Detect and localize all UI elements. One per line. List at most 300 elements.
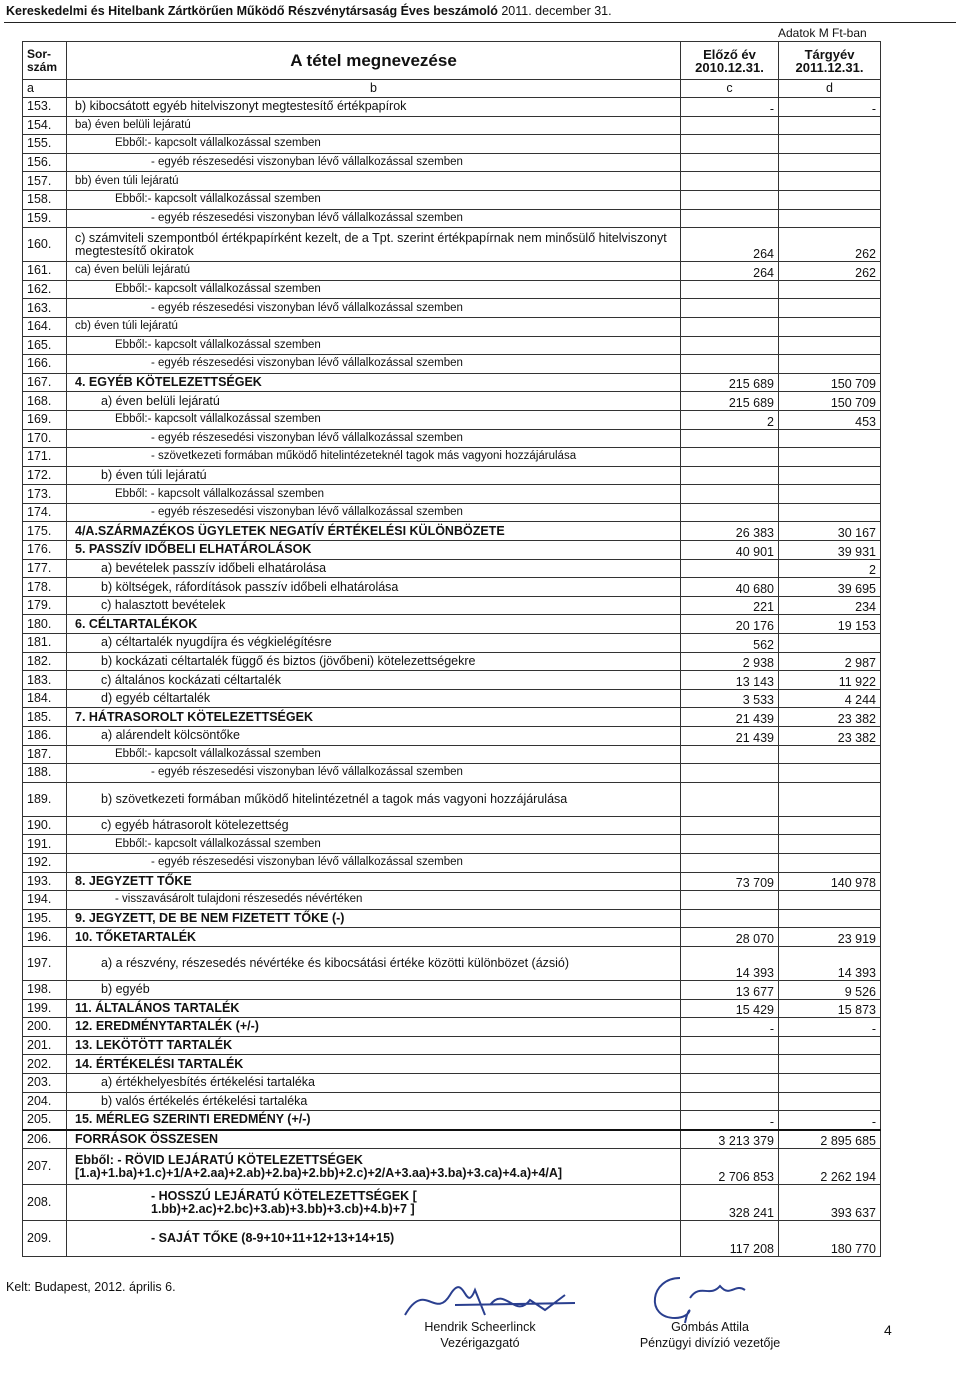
table-row	[23, 652, 881, 671]
row-number: 169.	[23, 410, 67, 429]
row-number: 183.	[23, 671, 67, 690]
row-current-year-value	[779, 1073, 881, 1092]
table-row	[23, 596, 881, 615]
row-current-year-value: -	[779, 1111, 881, 1130]
row-current-year-value	[779, 190, 881, 209]
col-header-prev: Előző év 2010.12.31.	[681, 42, 779, 80]
row-prev-year-value: 264	[681, 262, 779, 281]
table-row	[23, 429, 881, 448]
row-current-year-value: 9 526	[779, 980, 881, 999]
row-prev-year-value	[681, 1055, 779, 1074]
row-number: 179.	[23, 596, 67, 615]
row-label: 7. HÁTRASOROLT KÖTELEZETTSÉGEK	[67, 708, 681, 727]
row-current-year-value: 2 987	[779, 652, 881, 671]
row-prev-year-value	[681, 116, 779, 135]
table-body	[23, 98, 881, 1257]
row-number: 171.	[23, 448, 67, 467]
row-current-year-value: 262	[779, 262, 881, 281]
row-prev-year-value	[681, 835, 779, 854]
row-current-year-value: -	[779, 1018, 881, 1037]
table-row	[23, 1221, 881, 1257]
row-label: - egyéb részesedési viszonyban lévő vállalkozással szemben	[67, 429, 681, 448]
row-current-year-value: 23 382	[779, 727, 881, 746]
table-row	[23, 1111, 881, 1130]
row-number: 173.	[23, 485, 67, 504]
row-label: Ebből: - kapcsolt vállalkozással szemben	[67, 485, 681, 504]
row-label: Ebből:- kapcsolt vállalkozással szemben	[67, 745, 681, 764]
row-current-year-value	[779, 816, 881, 835]
row-number: 163.	[23, 299, 67, 318]
row-prev-year-value	[681, 816, 779, 835]
row-number: 188.	[23, 764, 67, 783]
row-label: - egyéb részesedési viszonyban lévő vállalkozással szemben	[67, 503, 681, 522]
col-header-num: Sor-szám	[23, 42, 67, 80]
row-prev-year-value: 13 143	[681, 671, 779, 690]
row-label: 4/A.SZÁRMAZÉKOS ÜGYLETEK NEGATÍV ÉRTÉKELÉSI KÜLÖNBÖZETE	[67, 522, 681, 541]
row-label: Ebből:- kapcsolt vállalkozással szemben	[67, 410, 681, 429]
col-header-curr: Tárgyév 2011.12.31.	[779, 42, 881, 80]
row-current-year-value	[779, 355, 881, 374]
row-number: 202.	[23, 1055, 67, 1074]
table-row	[23, 689, 881, 708]
row-label: b) kibocsátott egyéb hitelviszonyt megtestesítő értékpapírok	[67, 98, 681, 117]
row-prev-year-value	[681, 153, 779, 172]
row-prev-year-value	[681, 909, 779, 928]
table-row	[23, 1130, 881, 1149]
row-current-year-value: 234	[779, 596, 881, 615]
row-number: 155.	[23, 135, 67, 154]
row-current-year-value: 39 931	[779, 541, 881, 560]
row-number: 158.	[23, 190, 67, 209]
row-label: b) szövetkezeti formában működő hitelintézetnél a tagok más vagyoni hozzájárulása	[67, 782, 681, 816]
row-prev-year-value	[681, 280, 779, 299]
row-current-year-value	[779, 485, 881, 504]
row-prev-year-value: 20 176	[681, 615, 779, 634]
table-row	[23, 1073, 881, 1092]
row-number: 196.	[23, 928, 67, 947]
row-current-year-value	[779, 116, 881, 135]
row-label: d) egyéb céltartalék	[67, 689, 681, 708]
row-number: 172.	[23, 466, 67, 485]
row-current-year-value: 39 695	[779, 578, 881, 597]
row-prev-year-value	[681, 1092, 779, 1111]
table-row	[23, 190, 881, 209]
row-label: Ebből:- kapcsolt vállalkozással szemben	[67, 336, 681, 355]
row-current-year-value: 2 895 685	[779, 1130, 881, 1149]
row-label: c) számviteli szempontból értékpapírként kezelt, de a Tpt. szerint értékpapírnak nem minősülő hitelviszonyt megtestesítő okiratok	[67, 228, 681, 262]
row-current-year-value: -	[779, 98, 881, 117]
row-label: bb) éven túli lejáratú	[67, 172, 681, 191]
table-row	[23, 999, 881, 1018]
row-label: FORRÁSOK ÖSSZESEN	[67, 1130, 681, 1149]
row-current-year-value: 180 770	[779, 1221, 881, 1257]
subheader-c: c	[681, 80, 779, 98]
row-prev-year-value	[681, 1073, 779, 1092]
table-row	[23, 946, 881, 980]
row-label: a) alárendelt kölcsöntőke	[67, 727, 681, 746]
row-number: 205.	[23, 1111, 67, 1130]
signer-2-title: Pénzügyi divízió vezetője	[639, 1336, 781, 1350]
row-prev-year-value: -	[681, 98, 779, 117]
row-number: 181.	[23, 634, 67, 653]
table-row	[23, 559, 881, 578]
row-prev-year-value: 40 680	[681, 578, 779, 597]
row-label: 8. JEGYZETT TŐKE	[67, 872, 681, 891]
row-label: Ebből:- kapcsolt vállalkozással szemben	[67, 190, 681, 209]
row-current-year-value	[779, 891, 881, 910]
row-current-year-value	[779, 745, 881, 764]
row-prev-year-value: 73 709	[681, 872, 779, 891]
row-number: 187.	[23, 745, 67, 764]
row-prev-year-value	[681, 448, 779, 467]
row-label: a) céltartalék nyugdíjra és végkielégítésre	[67, 634, 681, 653]
row-prev-year-value	[681, 135, 779, 154]
table-row	[23, 727, 881, 746]
row-current-year-value	[779, 448, 881, 467]
row-label: 6. CÉLTARTALÉKOK	[67, 615, 681, 634]
table-row	[23, 172, 881, 191]
row-number: 159.	[23, 209, 67, 228]
row-label: ca) éven belüli lejáratú	[67, 262, 681, 281]
row-number: 192.	[23, 853, 67, 872]
row-label: - egyéb részesedési viszonyban lévő vállalkozással szemben	[67, 764, 681, 783]
row-current-year-value	[779, 317, 881, 336]
row-number: 178.	[23, 578, 67, 597]
signature-1-image	[395, 1275, 585, 1325]
table-row	[23, 153, 881, 172]
row-current-year-value: 150 709	[779, 373, 881, 392]
row-label: 13. LEKÖTÖTT TARTALÉK	[67, 1036, 681, 1055]
row-label: 4. EGYÉB KÖTELEZETTSÉGEK	[67, 373, 681, 392]
row-label: b) éven túli lejáratú	[67, 466, 681, 485]
table-row	[23, 373, 881, 392]
table-row	[23, 410, 881, 429]
row-current-year-value: 4 244	[779, 689, 881, 708]
row-prev-year-value: 215 689	[681, 392, 779, 411]
row-number: 190.	[23, 816, 67, 835]
row-prev-year-value: 40 901	[681, 541, 779, 560]
row-number: 162.	[23, 280, 67, 299]
row-prev-year-value: 3 533	[681, 689, 779, 708]
row-prev-year-value: 2 706 853	[681, 1149, 779, 1185]
row-current-year-value	[779, 782, 881, 816]
row-number: 182.	[23, 652, 67, 671]
table-row	[23, 503, 881, 522]
table-row	[23, 466, 881, 485]
table-row	[23, 928, 881, 947]
row-current-year-value	[779, 429, 881, 448]
row-label: b) költségek, ráfordítások passzív időbeli elhatárolása	[67, 578, 681, 597]
table-row	[23, 262, 881, 281]
table-row	[23, 1149, 881, 1185]
table-row	[23, 336, 881, 355]
signer-2-name: Gombás Attila	[671, 1320, 749, 1334]
row-label: Ebből:- kapcsolt vállalkozással szemben	[67, 280, 681, 299]
row-number: 176.	[23, 541, 67, 560]
row-number: 207.	[23, 1149, 67, 1185]
row-prev-year-value	[681, 764, 779, 783]
row-label: - egyéb részesedési viszonyban lévő vállalkozással szemben	[67, 853, 681, 872]
row-label: b) valós értékelés értékelési tartaléka	[67, 1092, 681, 1111]
table-row	[23, 448, 881, 467]
row-number: 157.	[23, 172, 67, 191]
row-label: Ebből: - RÖVID LEJÁRATÚ KÖTELEZETTSÉGEK [1.a)+1.ba)+1.c)+1/A+2.aa)+2.ab)+2.ba)+2.bb)+2.c)+2/A+3.aa)+3.ba)+3.ca)+4.a)+4/A]	[67, 1149, 681, 1185]
table-row	[23, 872, 881, 891]
row-current-year-value: 30 167	[779, 522, 881, 541]
row-label: b) kockázati céltartalék függő és biztos (jövőbeni) kötelezettségekre	[67, 652, 681, 671]
row-label: - egyéb részesedési viszonyban lévő vállalkozással szemben	[67, 299, 681, 318]
row-current-year-value	[779, 1092, 881, 1111]
signature-2-image	[640, 1268, 760, 1328]
row-number: 199.	[23, 999, 67, 1018]
row-number: 195.	[23, 909, 67, 928]
row-label: - egyéb részesedési viszonyban lévő vállalkozással szemben	[67, 355, 681, 374]
row-current-year-value	[779, 280, 881, 299]
row-number: 204.	[23, 1092, 67, 1111]
row-number: 206.	[23, 1130, 67, 1149]
row-current-year-value: 11 922	[779, 671, 881, 690]
row-current-year-value: 14 393	[779, 946, 881, 980]
row-current-year-value	[779, 835, 881, 854]
row-label: - egyéb részesedési viszonyban lévő vállalkozással szemben	[67, 153, 681, 172]
row-prev-year-value	[681, 782, 779, 816]
row-prev-year-value	[681, 299, 779, 318]
row-prev-year-value: 13 677	[681, 980, 779, 999]
row-label: c) halasztott bevételek	[67, 596, 681, 615]
row-current-year-value	[779, 764, 881, 783]
row-number: 174.	[23, 503, 67, 522]
row-current-year-value: 19 153	[779, 615, 881, 634]
row-number: 198.	[23, 980, 67, 999]
row-prev-year-value: 215 689	[681, 373, 779, 392]
row-prev-year-value: -	[681, 1018, 779, 1037]
row-prev-year-value	[681, 429, 779, 448]
row-number: 168.	[23, 392, 67, 411]
row-number: 193.	[23, 872, 67, 891]
table-row	[23, 980, 881, 999]
table-row	[23, 578, 881, 597]
unit-label: Adatok M Ft-ban	[778, 26, 867, 40]
row-number: 165.	[23, 336, 67, 355]
row-prev-year-value	[681, 317, 779, 336]
row-label: 14. ÉRTÉKELÉSI TARTALÉK	[67, 1055, 681, 1074]
table-row	[23, 1036, 881, 1055]
row-current-year-value	[779, 466, 881, 485]
row-current-year-value	[779, 299, 881, 318]
row-number: 189.	[23, 782, 67, 816]
row-number: 180.	[23, 615, 67, 634]
row-current-year-value	[779, 172, 881, 191]
row-label: - egyéb részesedési viszonyban lévő vállalkozással szemben	[67, 209, 681, 228]
row-current-year-value	[779, 135, 881, 154]
row-current-year-value	[779, 503, 881, 522]
table-row	[23, 98, 881, 117]
row-number: 167.	[23, 373, 67, 392]
row-number: 203.	[23, 1073, 67, 1092]
table-row	[23, 782, 881, 816]
header-divider	[4, 22, 956, 23]
row-current-year-value	[779, 1055, 881, 1074]
signer-1-title: Vezérigazgató	[440, 1336, 520, 1350]
row-prev-year-value: 117 208	[681, 1221, 779, 1257]
row-prev-year-value	[681, 503, 779, 522]
row-prev-year-value: 14 393	[681, 946, 779, 980]
row-label: cb) éven túli lejáratú	[67, 317, 681, 336]
table-row	[23, 522, 881, 541]
row-prev-year-value	[681, 745, 779, 764]
row-number: 164.	[23, 317, 67, 336]
row-current-year-value: 393 637	[779, 1185, 881, 1221]
table-row	[23, 317, 881, 336]
subheader-b: b	[67, 80, 681, 98]
row-prev-year-value: 2	[681, 410, 779, 429]
row-prev-year-value: 221	[681, 596, 779, 615]
row-number: 161.	[23, 262, 67, 281]
report-title	[6, 4, 612, 18]
row-label: 15. MÉRLEG SZERINTI EREDMÉNY (+/-)	[67, 1111, 681, 1130]
table-subheader-row	[23, 80, 881, 98]
row-prev-year-value	[681, 853, 779, 872]
row-label: a) bevételek passzív időbeli elhatárolása	[67, 559, 681, 578]
row-label: b) egyéb	[67, 980, 681, 999]
row-current-year-value	[779, 209, 881, 228]
table-row	[23, 909, 881, 928]
balance-sheet-table	[22, 41, 881, 1257]
row-label: 12. EREDMÉNYTARTALÉK (+/-)	[67, 1018, 681, 1037]
row-current-year-value	[779, 1036, 881, 1055]
row-current-year-value	[779, 909, 881, 928]
page-number: 4	[884, 1322, 892, 1338]
row-number: 209.	[23, 1221, 67, 1257]
row-current-year-value: 23 919	[779, 928, 881, 947]
row-current-year-value	[779, 153, 881, 172]
report-date: 2011. december 31.	[501, 4, 612, 18]
row-prev-year-value	[681, 172, 779, 191]
row-number: 153.	[23, 98, 67, 117]
row-prev-year-value: -	[681, 1111, 779, 1130]
row-prev-year-value: 3 213 379	[681, 1130, 779, 1149]
row-number: 170.	[23, 429, 67, 448]
row-prev-year-value: 28 070	[681, 928, 779, 947]
row-prev-year-value	[681, 891, 779, 910]
row-number: 185.	[23, 708, 67, 727]
row-current-year-value: 140 978	[779, 872, 881, 891]
row-label: 5. PASSZÍV IDŐBELI ELHATÁROLÁSOK	[67, 541, 681, 560]
row-number: 197.	[23, 946, 67, 980]
row-prev-year-value: 328 241	[681, 1185, 779, 1221]
table-row	[23, 392, 881, 411]
table-row	[23, 708, 881, 727]
row-number: 156.	[23, 153, 67, 172]
row-prev-year-value	[681, 466, 779, 485]
row-label: ba) éven belüli lejáratú	[67, 116, 681, 135]
table-row	[23, 1018, 881, 1037]
table-row	[23, 853, 881, 872]
place-date: Kelt: Budapest, 2012. április 6.	[6, 1280, 176, 1294]
row-number: 175.	[23, 522, 67, 541]
table-row	[23, 1055, 881, 1074]
row-current-year-value	[779, 336, 881, 355]
col-header-name: A tétel megnevezése	[67, 42, 681, 80]
subheader-a: a	[23, 80, 67, 98]
row-label: a) értékhelyesbítés értékelési tartaléka	[67, 1073, 681, 1092]
row-label: a) éven belüli lejáratú	[67, 392, 681, 411]
row-prev-year-value: 15 429	[681, 999, 779, 1018]
table-row	[23, 1185, 881, 1221]
table-row	[23, 116, 881, 135]
row-number: 166.	[23, 355, 67, 374]
table-row	[23, 745, 881, 764]
row-current-year-value: 262	[779, 228, 881, 262]
row-label: - szövetkezeti formában működő hitelintézeteknél tagok más vagyoni hozzájárulása	[67, 448, 681, 467]
row-prev-year-value	[681, 485, 779, 504]
row-prev-year-value: 21 439	[681, 727, 779, 746]
table-row	[23, 355, 881, 374]
row-number: 184.	[23, 689, 67, 708]
row-prev-year-value	[681, 190, 779, 209]
table-row	[23, 299, 881, 318]
row-number: 160.	[23, 228, 67, 262]
row-label: c) egyéb hátrasorolt kötelezettség	[67, 816, 681, 835]
row-number: 194.	[23, 891, 67, 910]
row-current-year-value	[779, 634, 881, 653]
table-row	[23, 228, 881, 262]
row-prev-year-value	[681, 559, 779, 578]
table-row	[23, 209, 881, 228]
row-label: 9. JEGYZETT, DE BE NEM FIZETETT TŐKE (-)	[67, 909, 681, 928]
signer-1-name: Hendrik Scheerlinck	[424, 1320, 536, 1334]
table-row	[23, 634, 881, 653]
row-label: - SAJÁT TŐKE (8-9+10+11+12+13+14+15)	[67, 1221, 681, 1257]
row-current-year-value: 2 262 194	[779, 1149, 881, 1185]
row-current-year-value: 23 382	[779, 708, 881, 727]
row-number: 186.	[23, 727, 67, 746]
row-number: 208.	[23, 1185, 67, 1221]
row-label: a) a részvény, részesedés névértéke és kibocsátási értéke közötti különbözet (ázsió)	[67, 946, 681, 980]
row-label: 11. ÁLTALÁNOS TARTALÉK	[67, 999, 681, 1018]
row-current-year-value: 15 873	[779, 999, 881, 1018]
row-prev-year-value	[681, 209, 779, 228]
row-number: 177.	[23, 559, 67, 578]
row-prev-year-value: 2 938	[681, 652, 779, 671]
subheader-d: d	[779, 80, 881, 98]
row-label: 10. TŐKETARTALÉK	[67, 928, 681, 947]
row-prev-year-value: 264	[681, 228, 779, 262]
row-label: Ebből:- kapcsolt vállalkozással szemben	[67, 135, 681, 154]
row-prev-year-value	[681, 1036, 779, 1055]
row-prev-year-value: 26 383	[681, 522, 779, 541]
table-header-row	[23, 42, 881, 80]
row-prev-year-value	[681, 336, 779, 355]
table-row	[23, 764, 881, 783]
table-row	[23, 671, 881, 690]
table-row	[23, 280, 881, 299]
row-prev-year-value: 562	[681, 634, 779, 653]
row-label: c) általános kockázati céltartalék	[67, 671, 681, 690]
row-prev-year-value: 21 439	[681, 708, 779, 727]
table-row	[23, 1092, 881, 1111]
row-label: - HOSSZÚ LEJÁRATÚ KÖTELEZETTSÉGEK [ 1.bb)+2.ac)+2.bc)+3.ab)+3.bb)+3.cb)+4.b)+7 ]	[67, 1185, 681, 1221]
row-label: - visszavásárolt tulajdoni részesedés névértéken	[67, 891, 681, 910]
row-label: Ebből:- kapcsolt vállalkozással szemben	[67, 835, 681, 854]
table-row	[23, 135, 881, 154]
table-row	[23, 891, 881, 910]
row-number: 154.	[23, 116, 67, 135]
table-row	[23, 615, 881, 634]
row-current-year-value: 453	[779, 410, 881, 429]
row-number: 201.	[23, 1036, 67, 1055]
row-prev-year-value	[681, 355, 779, 374]
